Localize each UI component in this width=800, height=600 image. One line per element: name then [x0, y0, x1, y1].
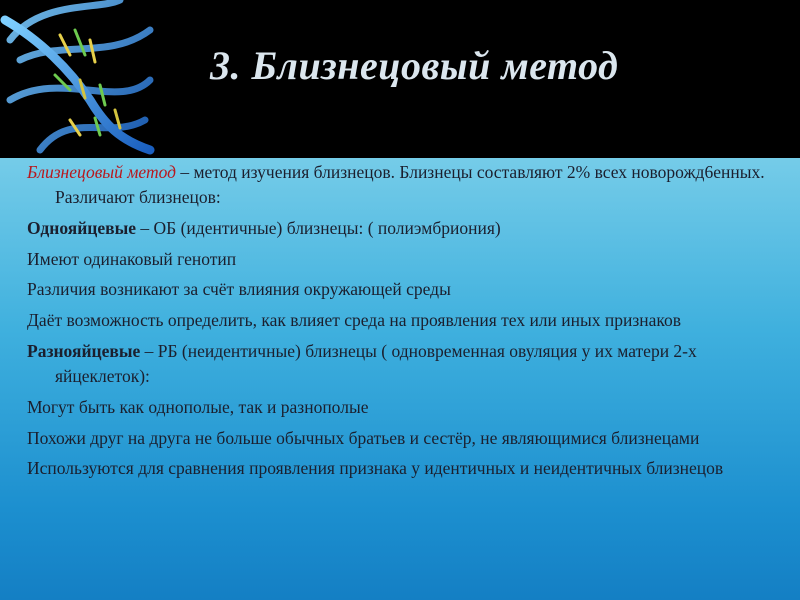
paragraph-same-genotype: Имеют одинаковый генотип	[27, 248, 237, 269]
paragraph-environment-influence: Даёт возможность определить, как влияет среда на проявления тех или иных признаков	[27, 310, 682, 331]
paragraph-comparison-use: Используются для сравнения проявления признака у идентичных и неидентичных близнецов	[27, 458, 724, 479]
slide-body	[27, 160, 777, 487]
paragraph-environment-differences: Различия возникают за счёт влияния окружающей среды	[27, 279, 451, 300]
term-identical: Однояйцевые	[27, 217, 137, 238]
term-twin-method: Близнецовый метод	[27, 162, 176, 182]
paragraph-identical-twins: Однояйцевые – ОБ (идентичные) близнецы: ( полиэмбриония)	[27, 217, 501, 238]
dna-helix-icon	[0, 0, 160, 158]
slide-title: 3. Близнецовый метод	[210, 43, 619, 88]
paragraph-same-or-different-sex: Могут быть как однополые, так и разнополые	[27, 396, 369, 417]
paragraph-definition: Близнецовый метод – метод изучения близнецов. Близнецы составляют 2% всех новорожд6енных. Различают близнецов:	[27, 162, 765, 207]
paragraph-similarity: Похожи друг на друга не больше обычных братьев и сестёр, не являющимися близнецами	[27, 427, 700, 448]
paragraph-fraternal-twins: Разнояйцевые – РБ (неидентичные) близнецы ( одновременная овуляция у их матери 2-х яйцеклеток):	[27, 341, 697, 386]
term-fraternal: Разнояйцевые	[27, 341, 141, 362]
